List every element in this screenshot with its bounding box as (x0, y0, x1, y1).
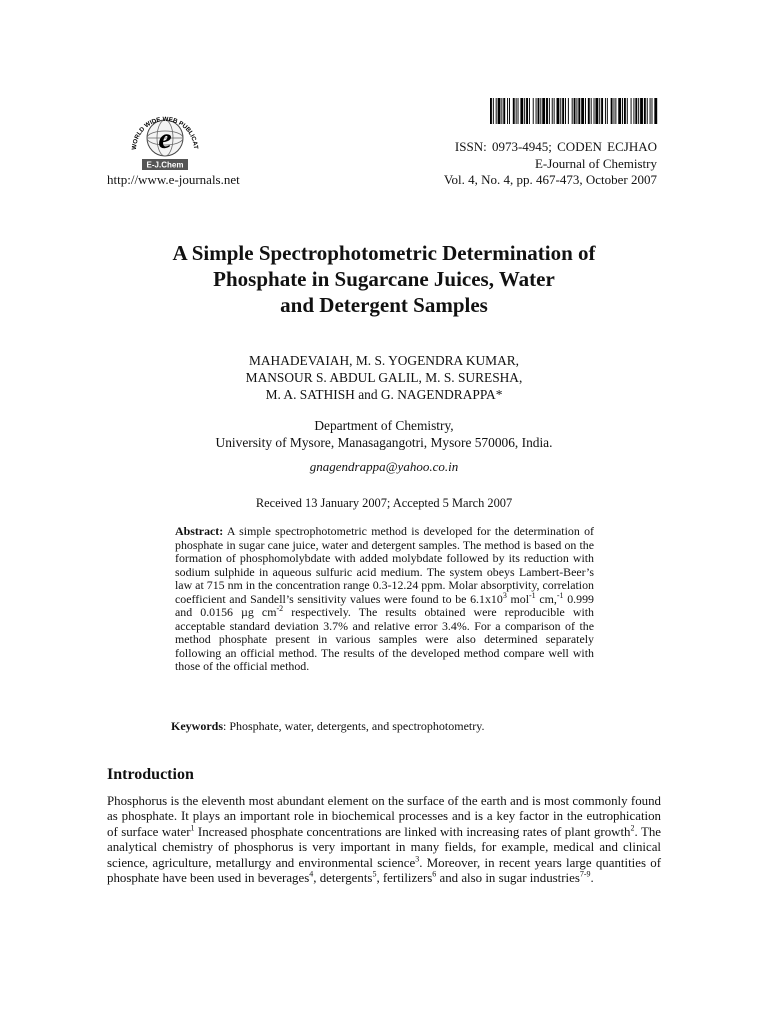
barcode-bar (562, 98, 564, 124)
barcode-bar (552, 98, 553, 124)
author-list (84, 352, 684, 403)
body-text: Phosphorus is the eleventh most abundant element on the surface of the earth and is most commonly found as phosphate. It plays an important role in biochemical processes and is a key factor in the eutrophication of surface water (107, 794, 661, 839)
abstract-text: mol (506, 591, 529, 606)
barcode-bar (560, 98, 561, 124)
barcode-bar (498, 98, 501, 124)
superscript: -1 (556, 590, 564, 600)
section-heading: Introduction (107, 766, 194, 783)
journal-url[interactable]: http://www.e-journals.net (107, 172, 240, 187)
barcode-bar (493, 98, 494, 124)
title-line: Phosphate in Sugarcane Juices, Water (213, 267, 555, 291)
barcode-bar (533, 98, 534, 124)
barcode-bar (565, 98, 566, 124)
barcode-bar (501, 98, 502, 124)
superscript: 3 (502, 590, 507, 600)
barcode-bar (513, 98, 515, 124)
svg-text:WORLD WIDE WEB PUBLICATIONS (P: WORLD WIDE WEB PUBLICAT (130, 115, 200, 151)
citation-ref: 7-9 (579, 869, 591, 879)
barcode-bar (638, 98, 639, 124)
barcode-bar (654, 98, 657, 124)
barcode-bar (518, 98, 519, 124)
barcode-bar (647, 98, 648, 124)
barcode-bar (615, 98, 616, 124)
barcode-bar (546, 98, 548, 124)
barcode-bar (594, 98, 595, 124)
barcode-bar (542, 98, 545, 124)
body-text: , detergents (313, 871, 373, 886)
citation-ref: 6 (432, 869, 437, 879)
issn-line: ISSN: 0973-4945; CODEN ECJHAO (454, 139, 657, 154)
journal-name: E-Journal of Chemistry (534, 156, 657, 171)
barcode-bar (490, 98, 492, 124)
barcode-bar (650, 98, 651, 124)
citation-ref: 2 (630, 823, 635, 833)
body-text: . (590, 871, 594, 886)
body-text: Increased phosphate concentrations are linked with increasing rates of plant growth (194, 824, 631, 839)
barcode-bar (509, 98, 510, 124)
barcode-bar (631, 98, 632, 124)
barcode-bar (614, 98, 615, 124)
affiliation-line: University of Mysore, Manasagangotri, Mysore 570006, India. (215, 435, 553, 450)
barcode-bar (652, 98, 653, 124)
barcode-bar (611, 98, 613, 124)
barcode-bar (635, 98, 637, 124)
body-text: , fertilizers (376, 871, 433, 886)
corresponding-email[interactable]: gnagendrappa@yahoo.co.in (309, 459, 459, 474)
affiliation (84, 417, 684, 451)
barcode-bar (605, 98, 606, 124)
abstract-label: Abstract: (175, 524, 224, 538)
barcode-bar (644, 98, 646, 124)
svg-text:E-J.Chem: E-J.Chem (146, 160, 184, 170)
journal-logo (108, 100, 220, 172)
barcode-bar (568, 98, 569, 124)
barcode-bar (578, 98, 580, 124)
author-line: MAHADEVAIAH, M. S. YOGENDRA KUMAR, (248, 353, 520, 368)
barcode-bar (624, 98, 626, 124)
paper-title (84, 240, 684, 318)
introduction-paragraph (107, 794, 661, 886)
barcode-bar (627, 98, 628, 124)
barcode-bar (574, 98, 576, 124)
barcode-bar (554, 98, 555, 124)
volume-line: Vol. 4, No. 4, pp. 467-473, October 2007 (443, 172, 657, 187)
title-line: and Detergent Samples (280, 293, 488, 317)
abstract-text: cm, (535, 591, 557, 606)
keywords-text: : Phosphate, water, detergents, and spectrophotometry. (223, 719, 485, 733)
citation-ref: 4 (309, 869, 314, 879)
barcode-bar (622, 98, 623, 124)
abstract (175, 525, 594, 674)
barcode-bar (540, 98, 541, 124)
title-line: A Simple Spectrophotometric Determination of (172, 241, 596, 265)
barcode-bar (572, 98, 573, 124)
abstract-text: respectively. The results obtained were reproducible with acceptable standard deviation 3.7% and relative error 3.4%. For a comparison of the method phosphate present in various samples were also determined separately following an official method. The results of the developed method compare well with those of the official method. (175, 605, 595, 673)
barcode-bar (507, 98, 508, 124)
barcode-bar (585, 98, 586, 124)
svg-text:e: e (158, 122, 172, 155)
barcode-bar (529, 98, 530, 124)
barcode-bar (607, 98, 608, 124)
citation-ref: 5 (372, 869, 377, 879)
barcode-bar (595, 98, 598, 124)
barcode-bar (524, 98, 525, 124)
received-dates: Received 13 January 2007; Accepted 5 March 2007 (255, 496, 513, 510)
body-text: . Moreover, in recent years large quantities of phosphate have been used in beverages (107, 855, 661, 886)
keywords-label: Keywords (171, 719, 223, 733)
superscript: -1 (529, 590, 536, 600)
globe-logo-icon (108, 100, 220, 172)
barcode-bar (549, 98, 550, 124)
barcode-bar (520, 98, 523, 124)
barcode-bar (538, 98, 540, 124)
barcode-bar (526, 98, 528, 124)
keywords (171, 719, 484, 734)
barcode-bar (588, 98, 590, 124)
body-text: and also in sugar industries (436, 871, 580, 886)
barcode-bar (557, 98, 560, 124)
barcode-bar (516, 98, 517, 124)
affiliation-line: Department of Chemistry, (314, 418, 454, 433)
citation-ref: 1 (190, 823, 195, 833)
author-line: M. A. SATHISH and G. NAGENDRAPPA* (265, 387, 503, 402)
barcode-bar (618, 98, 621, 124)
barcode-bar (581, 98, 584, 124)
superscript: -2 (276, 604, 284, 614)
barcode-bar (536, 98, 537, 124)
barcode-bar (633, 98, 634, 124)
barcode-bar (496, 98, 497, 124)
barcode-bar (576, 98, 577, 124)
author-line: MANSOUR S. ABDUL GALIL, M. S. SURESHA, (245, 370, 523, 385)
barcode-bar (601, 98, 603, 124)
barcode-icon (490, 98, 658, 124)
barcode-bar (503, 98, 505, 124)
body-text: . The analytical chemistry of phosphorus is very important in many fields, for example, medical and clinical science, agriculture, metallurgy and environmental science (107, 824, 661, 870)
citation-ref: 3 (415, 854, 420, 864)
abstract-text: A simple spectrophotometric method is developed for the determination of phosphate in sugar cane juice, water and detergent samples. The method is based on the formation of phosphomolybdate with added molybdate followed by its reduction with sodium sulphide in aqueous sulfuric acid medium. The system obeys Lambert-Beer’s law at 715 nm in the concentration range 0.3-12.24 ppm. Molar absorptivity, correlation coefficient and Sandell’s sensitivity values were found to be 6.1x10 (175, 524, 594, 606)
barcode-bar (640, 98, 643, 124)
barcode-bar (599, 98, 600, 124)
abstract-text: 0.999 and 0.0156 µg cm (175, 591, 594, 619)
barcode-bar (591, 98, 592, 124)
